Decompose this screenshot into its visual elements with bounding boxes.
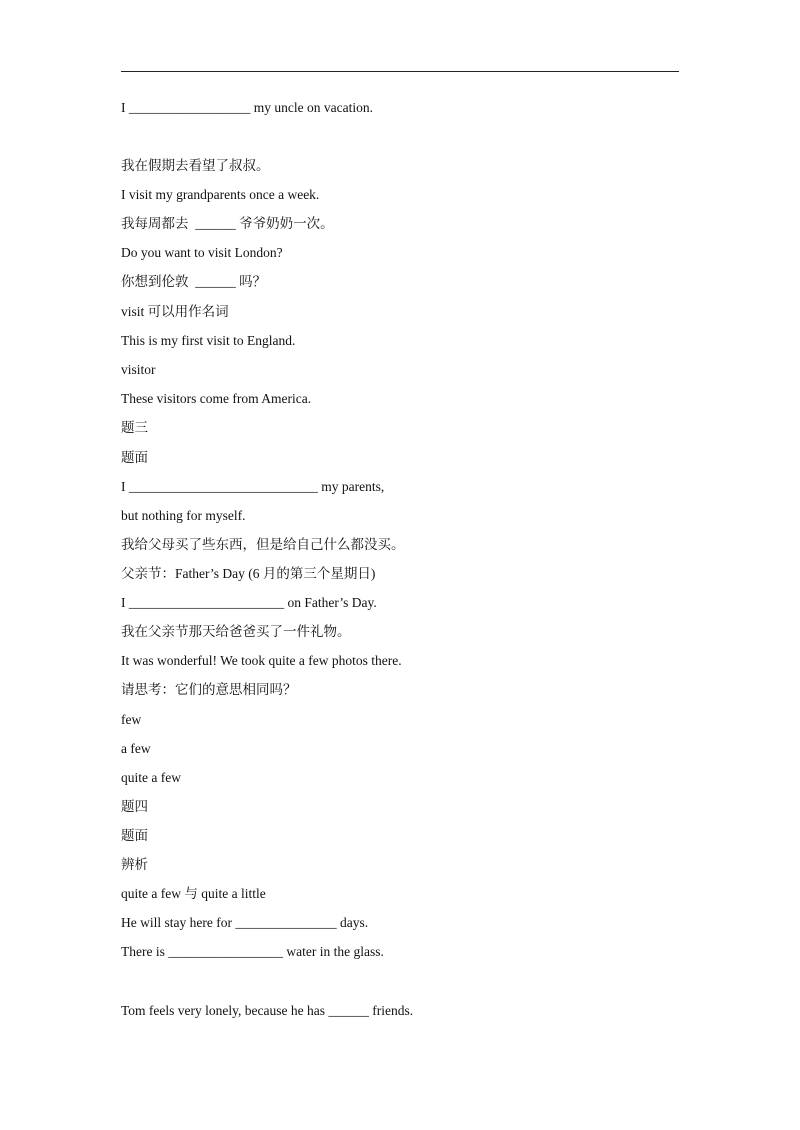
text-line-5: Do you want to visit London?: [121, 245, 283, 260]
section-subheading: 题面: [121, 450, 148, 465]
text-line-4: 我每周都去 ______ 爷爷奶奶一次。: [121, 216, 334, 231]
text-line-16: 父亲节：Father’s Day (6 月的第三个星期日): [121, 566, 376, 581]
text-line-7: visit 可以用作名词: [121, 304, 229, 319]
text-line-15: 我给父母买了些东西，但是给自己什么都没买。: [121, 537, 405, 552]
text-line-10: These visitors come from America.: [121, 391, 312, 406]
text-line-6: 你想到伦敦 ______ 吗？: [121, 274, 267, 289]
text-line-28: He will stay here for _______________ days.: [121, 915, 369, 930]
text-line-30: Tom feels very lonely, because he has ______ friends.: [121, 1003, 414, 1018]
text-line-27: quite a few 与 quite a little: [121, 886, 266, 901]
section-subheading-2: 题面: [121, 828, 148, 843]
text-line-3: I visit my grandparents once a week.: [121, 187, 320, 202]
text-line-8: This is my first visit to England.: [121, 333, 296, 348]
section-heading-4: 题四: [121, 799, 148, 814]
text-line-23: quite a few: [121, 770, 181, 785]
text-line-29: There is _________________ water in the glass.: [121, 944, 384, 959]
text-line-13: I ____________________________ my parents,: [121, 479, 385, 494]
text-line-26: 辨析: [121, 857, 148, 872]
text-line-20: 请思考：它们的意思相同吗？: [121, 682, 297, 697]
header-rule: [121, 71, 679, 72]
text-line-14: but nothing for myself.: [121, 508, 246, 523]
text-line-9: visitor: [121, 362, 156, 377]
text-line-22: a few: [121, 741, 151, 756]
text-line-18: 我在父亲节那天给爸爸买了一件礼物。: [121, 624, 351, 639]
text-line-17: I _______________________ on Father’s Day.: [121, 595, 377, 610]
section-heading-3: 题三: [121, 420, 148, 435]
text-line-19: It was wonderful! We took quite a few photos there.: [121, 653, 402, 668]
text-line-2: 我在假期去看望了叔叔。: [121, 158, 270, 173]
text-line-1: I __________________ my uncle on vacation.: [121, 100, 373, 115]
text-line-21: few: [121, 712, 142, 727]
